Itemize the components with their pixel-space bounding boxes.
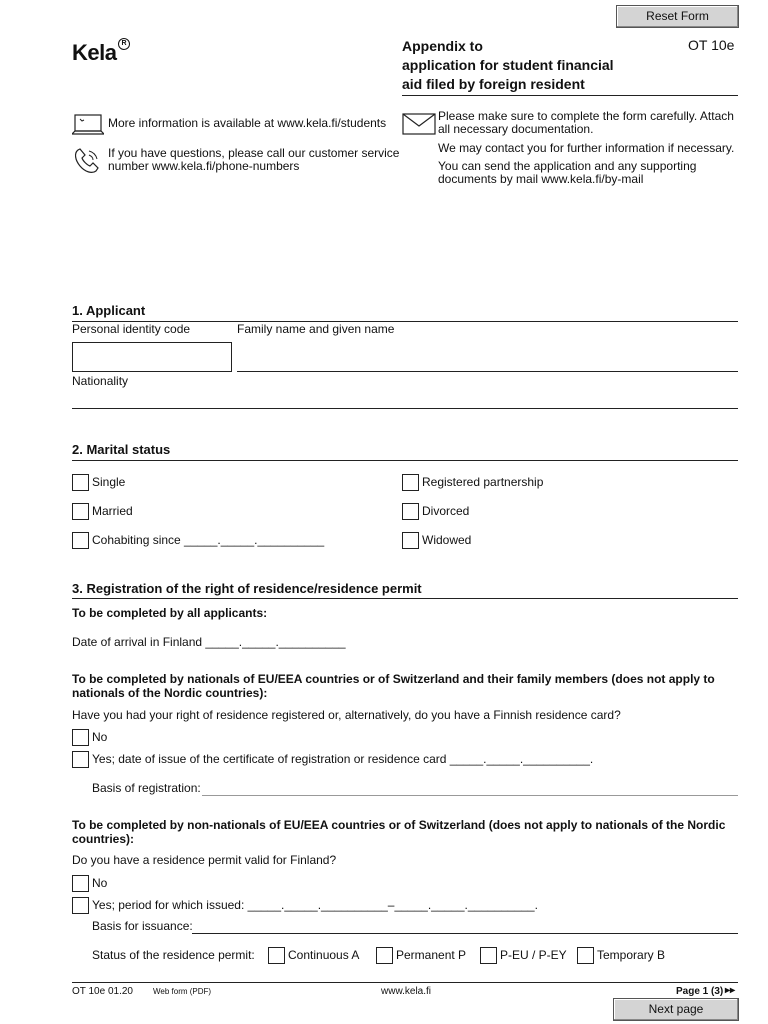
form-title [402,37,614,94]
form-code: OT 10e [688,37,735,53]
eu-yes-checkbox[interactable] [72,751,89,768]
noneu-yes-label: Yes; period for which issued: _____._____.__________–_____._____.__________. [92,898,538,912]
noneu-no-checkbox[interactable] [72,875,89,892]
single-checkbox[interactable] [72,474,89,491]
noneu-basis-input[interactable] [192,933,738,934]
widowed-checkbox[interactable] [402,532,419,549]
pid-label: Personal identity code [72,322,191,336]
contact-info: We may contact you for further information if necessary. [438,141,735,155]
title-line-2: application for student financial [402,57,614,73]
status-permanent-label: Permanent P [396,948,467,962]
forward-arrows-icon: ▸▸ [725,985,736,996]
section2-heading: 2. Marital status [72,442,171,457]
noneu-yes-checkbox[interactable] [72,897,89,914]
logo-text: Kela [72,40,117,65]
footer-divider [72,982,738,983]
phone-info [108,147,399,173]
noneu-question: Do you have a residence permit valid for Finland? [72,853,337,867]
status-permanent-checkbox[interactable] [376,947,393,964]
section2-divider [72,460,738,461]
eu-yes-label: Yes; date of issue of the certificate of registration or residence card _____._____.__________. [92,752,594,766]
status-peu-checkbox[interactable] [480,947,497,964]
send-info [438,160,696,186]
kela-logo [72,40,116,66]
web-info: More information is available at www.kela.fi/students [108,116,387,130]
personal-id-input[interactable] [72,342,232,372]
status-continuous-label: Continuous A [288,948,360,962]
registered-partnership-checkbox[interactable] [402,474,419,491]
eu-basis-label: Basis of registration: [92,781,201,795]
eu-basis-input[interactable] [202,795,738,796]
logo-mark-icon: R [118,38,130,50]
envelope-icon [402,113,436,135]
divorced-checkbox[interactable] [402,503,419,520]
eu-heading-line-2: nationals of the Nordic countries): [72,686,268,700]
married-label: Married [92,504,133,518]
permit-status-label: Status of the residence permit: [92,948,255,962]
footer-webform: Web form (PDF) [153,987,212,996]
eu-heading [72,672,715,700]
title-divider [402,95,738,96]
nationality-label: Nationality [72,374,129,388]
married-checkbox[interactable] [72,503,89,520]
mail-info-line-1: Please make sure to complete the form carefully. Attach [438,109,734,123]
status-temporary-label: Temporary B [597,948,666,962]
arrival-date-field[interactable]: Date of arrival in Finland _____._____.__________ [72,635,346,649]
send-info-line-1: You can send the application and any supporting [438,159,697,173]
title-line-1: Appendix to [402,38,483,54]
section3-divider [72,598,738,599]
all-applicants-heading: To be completed by all applicants: [72,606,268,620]
single-label: Single [92,475,126,489]
section1-heading: 1. Applicant [72,303,146,318]
title-line-3: aid filed by foreign resident [402,76,585,92]
name-input[interactable] [237,371,738,372]
status-continuous-checkbox[interactable] [268,947,285,964]
eu-question: Have you had your right of residence registered or, alternatively, do you have a Finnish residence card? [72,708,621,722]
noneu-heading [72,818,725,846]
mail-info [438,110,734,136]
footer-page: Page 1 (3) [676,986,724,997]
noneu-heading-line-1: To be completed by non-nationals of EU/EEA countries or of Switzerland (does not apply to nationals of the Nordic [72,818,726,832]
divorced-label: Divorced [422,504,470,518]
cohabiting-label: Cohabiting since _____._____.__________ [92,533,325,547]
laptop-icon [72,114,102,134]
phone-info-line-1: If you have questions, please call our customer service [108,146,400,160]
name-label: Family name and given name [237,322,395,336]
status-temporary-checkbox[interactable] [577,947,594,964]
send-info-line-2: documents by mail www.kela.fi/by-mail [438,172,644,186]
section3-heading: 3. Registration of the right of residence/residence permit [72,581,422,596]
cohabiting-checkbox[interactable] [72,532,89,549]
eu-no-label: No [92,730,108,744]
eu-no-checkbox[interactable] [72,729,89,746]
footer-url: www.kela.fi [381,986,432,997]
widowed-label: Widowed [422,533,472,547]
phone-icon [72,146,102,176]
phone-info-line-2: number www.kela.fi/phone-numbers [108,159,300,173]
nationality-input[interactable] [72,408,738,409]
noneu-basis-label: Basis for issuance: [92,919,193,933]
reset-form-button[interactable]: Reset Form [616,5,739,28]
eu-heading-line-1: To be completed by nationals of EU/EEA countries or of Switzerland and their family members (does not apply to [72,672,715,686]
next-page-button[interactable]: Next page [613,998,739,1021]
noneu-no-label: No [92,876,108,890]
registered-partnership-label: Registered partnership [422,475,544,489]
noneu-heading-line-2: countries): [72,832,135,846]
status-peu-label: P-EU / P-EY [500,948,567,962]
footer-code: OT 10e 01.20 [72,986,133,997]
mail-info-line-2: all necessary documentation. [438,122,594,136]
